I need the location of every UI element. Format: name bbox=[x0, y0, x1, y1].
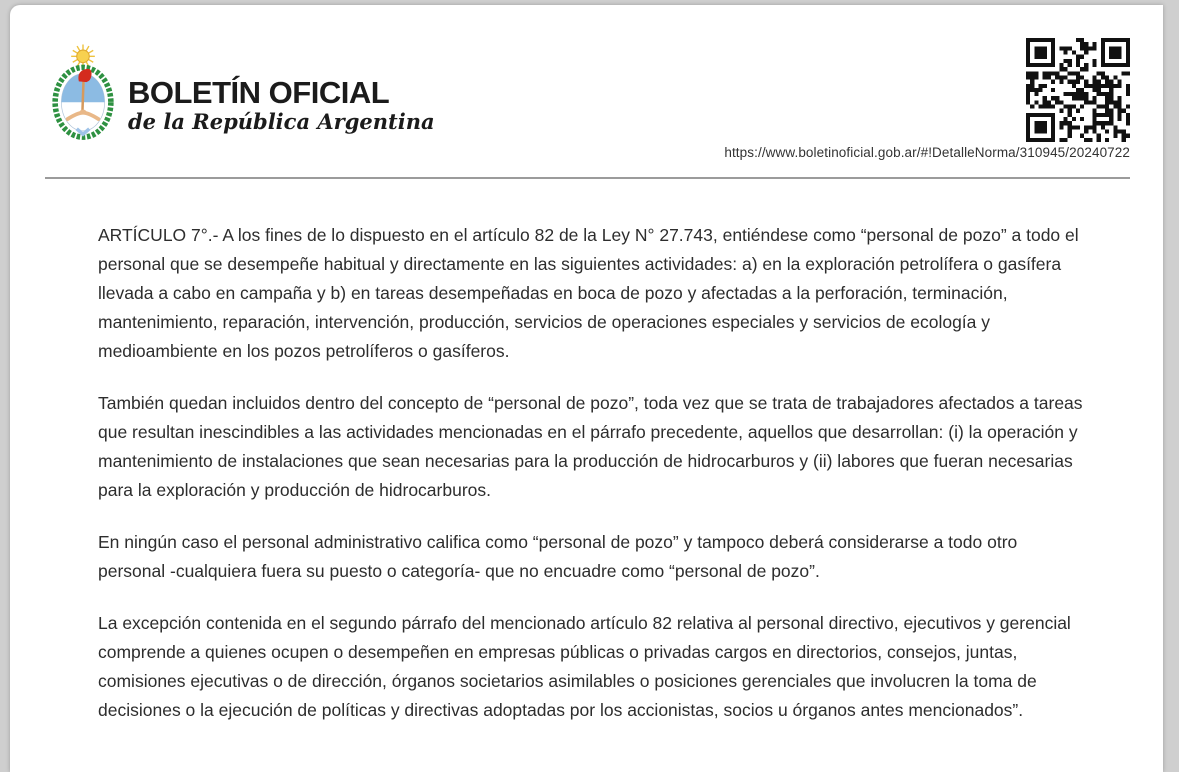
article-paragraph: En ningún caso el personal administrativo califica como “personal de pozo” y tampoco deberá considerarse a todo otro personal -cualquiera fuera su puesto o categoría- que no encuadre como “personal de pozo”. bbox=[98, 532, 1018, 581]
coat-of-arms-logo bbox=[48, 41, 118, 147]
brand-title: BOLETÍN OFICIAL bbox=[128, 75, 390, 110]
document-page bbox=[10, 5, 1163, 772]
brand bbox=[48, 41, 435, 147]
article-paragraph: También quedan incluidos dentro del concepto de “personal de pozo”, toda vez que se trata de trabajadores afectados a tareas que resultan inescindibles a las actividades mencionadas en el párrafo precedente, aquellos que desarrollan: (i) la operación y mantenimiento de instalaciones que sean necesarias para la producción de hidrocarburos y (ii) labores que fueran necesarias para la exploración y producción de hidrocarburos. bbox=[98, 393, 1083, 500]
article-paragraph: La excepción contenida en el segundo párrafo del mencionado artículo 82 relativa al personal directivo, ejecutivos y gerencial comprende a quienes ocupen o desempeñen en empresas públicas o privadas cargos en directorios, consejos, juntas, comisiones ejecutivas o de dirección, órganos societarios asimilables o posiciones gerenciales que involucren la toma de decisiones o la ejecución de políticas y directivas adoptadas por los accionistas, socios u órganos antes mencionados”. bbox=[98, 613, 1071, 720]
qr-code bbox=[1026, 38, 1130, 142]
brand-subtitle: de la República Argentina bbox=[128, 109, 435, 134]
header-separator bbox=[45, 177, 1130, 179]
article-body bbox=[98, 221, 1086, 748]
brand-text bbox=[128, 77, 435, 132]
document-url: https://www.boletinoficial.gob.ar/#!DetalleNorma/310945/20240722 bbox=[724, 145, 1130, 160]
clasped-hands-icon bbox=[80, 110, 87, 115]
sun-icon bbox=[77, 50, 90, 63]
article-paragraph: ARTÍCULO 7°.- A los fines de lo dispuesto en el artículo 82 de la Ley N° 27.743, entiéndese como “personal de pozo” a todo el personal que se desempeñe habitual y directamente en las siguientes actividades: a) en la exploración petrolífera o gasífera llevada a cabo en campaña y b) en tareas desempeñadas en boca de pozo y afectadas a la perforación, terminación, mantenimiento, reparación, intervención, producción, servicios de operaciones especiales y servicios de ecología y medioambiente en los pozos petrolíferos o gasíferos. bbox=[98, 225, 1079, 361]
